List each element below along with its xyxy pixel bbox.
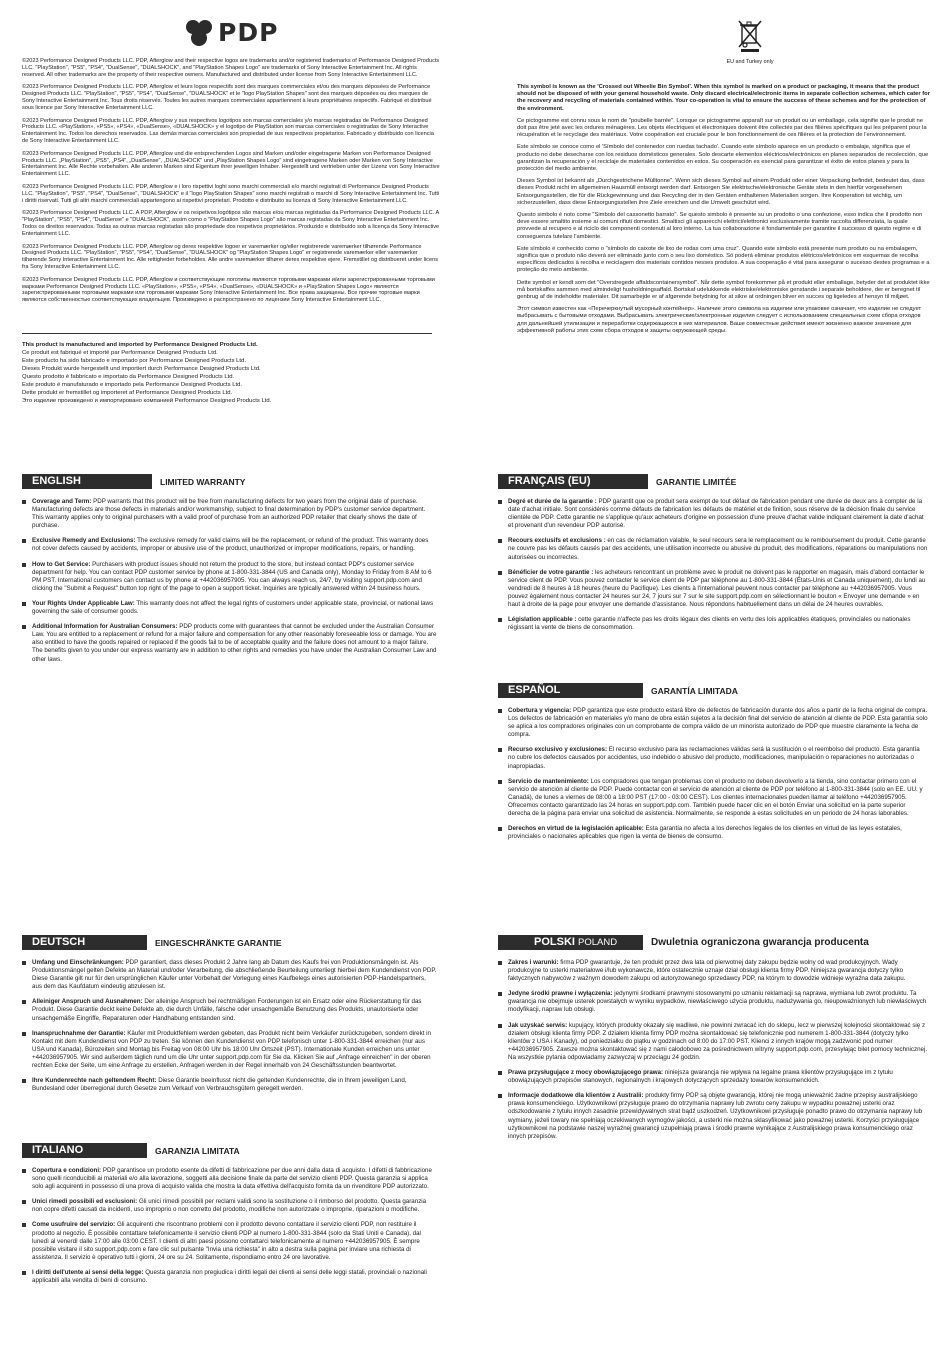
bullet-icon — [498, 1024, 502, 1028]
mfg-it: Questo prodotto è fabbricato e importato da Performance Designed Products Ltd. — [22, 374, 235, 380]
bullet-icon — [498, 618, 502, 622]
section-header — [22, 935, 437, 950]
warranty-items — [498, 498, 928, 632]
warranty-item: Prawa przysługujące z mocy obowiązującego prawa: niniejsza gwarancja nie wpływa na legalne prawa klientów przysługujące im z tytułu obowiązujących przepisów stanowych, regionalnych i krajowych dotyczących sprzedaży towarów konsumenckich. — [498, 1069, 928, 1085]
bullet-icon — [22, 961, 26, 965]
warranty-item: Inanspruchnahme der Garantie: Käufer mit Produktfehlern werden gebeten, das Produkt nicht beim Verkäufer zurückzugeben, sondern direkt in Kontakt mit dem Kundendienst von PDP zu treten. Sie können den Kundendienst von PDP telefonisch unter 1-800-331-3844 erreichen (nur aus USA und Kanada), Bürozeiten sind Montag bis Freitag von 08:00 Uhr bis 18:00 Uhr Ortszeit (PST). Internationale Kunden erreichen uns unter +442036957905. Wir sind außerdem täglich rund um die Uhr unter support.pdp.com für Sie da. Klicken Sie auf „Anfrage einreichen" in der oberen rechten Ecke der Seite, um eine Anfrage zu erstellen. Anfragen werden in der Regel innerhalb von 24 Geschäftsstunden beantwortet. — [22, 1030, 437, 1070]
bullet-icon — [498, 571, 502, 575]
section-header — [498, 683, 928, 698]
language-name: POLSKI — [534, 936, 575, 948]
warranty-item: Umfang und Einschränkungen: PDP garantiert, dass dieses Produkt 2 Jahre lang ab Datum des Kaufs frei von Produktionsmängeln ist. Als Produktionsmängel gelten Defekte an Material und/oder Verarbeitung, die abschließende Beurteilung unterliegt hierbei dem Kundendienst von PDP. Diese Garantie gilt nur für den ursprünglichen Käufer unter Vorbehalt der Vorlegung eines Kaufbelegs eines autorisierten PDP-Handelspartners, aus dem das Kaufdatum eindeutig abzulesen ist. — [22, 959, 437, 991]
weee-da: Dette symbol er kendt som det "Overstregede affaldscontainersymbol". Når dette symbol forekommer på et produkt eller emballage, betyder det at produktet ikke må bortskaffes sammen med almindeligt husholdningsaffald. Bortskaf udelukkende elektriske/elektroniske genstande i separate beholdere, der er beregnet til genbrug af de indeholdte materialer. Dit samarbejde er af afgørende betydning for at sikre at ordningen bliver en succes og ligeledes af hensyn til miljøet. — [517, 279, 930, 301]
copyright-de: ©2023 Performance Designed Products LLC. PDP, Afterglow und die entsprechenden Logos sind Marken und/oder eingetragene Marken von Performance Designed Products LLC. „PlayStation", „PS5", „PS4", „DualSense", „DUALSHOCK" und „PlayStation Shapes Logo" sind eingetragene Marken oder Marken von Sony Interactive Entertainment Inc. Alle Rechte vorbehalten. Alle anderen Marken sind Eigentum ihrer jeweiligen Inhaber. Hergestellt und vertrieben unter der Lizenz von Sony Interactive Entertainment LLC. — [22, 150, 440, 178]
manufacturer-statement — [22, 341, 440, 405]
warranty-items — [498, 707, 928, 841]
warranty-items — [22, 959, 437, 1093]
section-header — [22, 474, 437, 489]
country-name: POLAND — [578, 937, 618, 948]
copyright-es: ©2023 Performance Designed Products LLC. PDP, Afterglow y sus respectivos logotipos son marcas comerciales y/o marcas registradas de Performance Designed Products LLC. «PlayStation», «PS5», «PS4», «DualSense», «DUALSHOCK» y el logotipo de PlayStation son marcas comerciales o registradas de Sony Interactive Entertainment Inc. Todos los derechos reservados. Las demás marcas comerciales son propiedad de sus respectivos propietarios. Fabricado y distribuido con licencia de Sony Interactive Entertainment LLC. — [22, 117, 434, 144]
warranty-item: How to Get Service: Purchasers with product issues should not return the product to the store, but instead contact PDP's customer service department for help. You can contact PDP customer service by phone at 1-800-331-3844 (US and Canada only), Monday to Friday from 8 AM to 6 PM PST. International customers can contact us by phone at +442036957905. You can always reach us, 24/7, by visiting support.pdp.com and clicking the "Submit a Request" button top right of the page to open a support ticket. Inquiries are typically answered within 24 business hours. — [22, 561, 437, 593]
language-label: ENGLISH — [22, 474, 152, 489]
crossed-out-wheelie-bin-icon — [737, 18, 763, 52]
bullet-icon — [22, 1000, 26, 1004]
bullet-icon — [22, 602, 26, 606]
weee-caption: EU and Turkey only — [726, 59, 774, 65]
section-header — [498, 474, 928, 489]
warranty-item: Cobertura y vigencia: PDP garantiza que este producto estará libre de defectos de fabricación durante dos años a partir de la fecha original de compra. Los defectos de fabricación en materiales y/o mano de obra están sujetos a la decisión final del servicio de atención al cliente de PDP. Esta garantía solo se aplica a los compradores originales con un comprobante de compra válido de un minorista autorizado de PDP que muestre claramente la fecha de compra. — [498, 707, 928, 739]
bullet-icon — [498, 961, 502, 965]
language-label: DEUTSCH — [22, 935, 147, 950]
bullet-icon — [498, 500, 502, 504]
weee-symbol — [700, 18, 800, 65]
pdp-logo — [186, 18, 278, 47]
copyright-it: ©2023 Performance Designed Products LLC. PDP, Afterglow e i loro rispettivi loghi sono marchi commerciali e/o marchi registrati di Performance Designed Products LLC. "PlayStation", "PS5", "PS4", "DualSense", "DUALSHOCK" e il "logo PlayStation Shapes" sono marchi registrati o marchi di Sony Interactive Entertainment Inc. Tutti i diritti riservati. Tutti gli altri marchi commerciali appartengono ai rispettivi proprietari. Prodotto e distribuito su licenza di Sony Interactive Entertainment LLC. — [22, 183, 440, 204]
weee-pt: Este símbolo é conhecido como o "símbolo do caixote de lixo de rodas com uma cruz". Quando este símbolo está presente num produto ou na embalagem, significa que o produto não deverá ser eliminado junto com o seu lixo doméstico. Só poderá eliminar produtos elétricos/eletrónicos em esquemas de recolha específicos dedicados à recolha e reciclagem dos materiais contidos nesses produtos. A sua cooperação é vital para assegurar o sucesso destes programas e a proteção do meio ambiente. — [517, 245, 930, 274]
bullet-icon — [22, 1200, 26, 1204]
section-header — [22, 1143, 437, 1158]
copyright-notices — [22, 58, 440, 310]
pdp-logo-mark-icon — [186, 20, 212, 46]
warranty-items — [498, 959, 928, 1141]
copyright-fr: ©2023 Performance Designed Products LLC. PDP, Afterglow et leurs logos respectifs sont des marques commerciales et/ou des marques déposées de Performance Designed Products LLC. "PlayStation", "PS5", "PS4", "DualSense", "DUALSHOCK" et le "logo PlayStation Shapes" sont des marques déposées ou des marques de Sony Interactive Entertainment Inc. Tous droits réservés. Toutes les autres marques commerciales appartiennent à leurs propriétaires respectifs. Fabriqué et distribué sous licence par Sony Interactive Entertainment LLC. — [22, 84, 432, 111]
weee-fr: Ce pictogramme est connu sous le nom de "poubelle barrée". Lorsque ce pictogramme apparaît sur un produit ou un emballage, cela signifie que le produit ne doit pas être jeté avec les ordures ménagères. Les objets électriques et électroniques doivent être collectés par des filières spécifiques qui les préparent pour la récupération et le recyclage des matériaux. Votre coopération est cruciale pour le bon fonctionnement de ces filières et la protection de l'environnement. — [517, 117, 927, 139]
mfg-ru: Это изделие произведено и импортировано компанией Performance Designed Products Ltd. — [22, 398, 272, 404]
warranty-item: Degré et durée de la garantie : PDP garantit que ce produit sera exempt de tout défaut de fabrication pendant une durée de deux ans à compter de la date d'achat initiale. Sont considérés comme défauts de fabrication les défauts de matériel et de finition, sous réserve de la décision finale du service clientèle de PDP. Cette garantie ne s'applique qu'aux acheteurs d'origine en possession d'une preuve d'achat valide indiquant clairement la date d'achat et provenant d'un revendeur PDP autorisé. — [498, 498, 928, 530]
warranty-title: GARANTÍA LIMITADA — [651, 685, 738, 696]
copyright-ru: ©2023 Performance Designed Products LLC. PDP, Afterglow и соответствующие логотипы являются торговыми марками и/или зарегистрированными торговыми марками Performance Designed Products LLC. «PlayStation», «PS5», «PS4», «DualSense», «DUALSHOCK» и «PlayStation Shapes Logo» являются зарегистрированными торговыми марками или торговыми марками Sony Interactive Entertainment Inc. Все права защищены. Все прочие торговые марки являются собственностью соответствующих владельцев. Произведено и распространено по лицензии Sony Interactive Entertainment LLC. — [22, 276, 435, 304]
bullet-icon — [22, 625, 26, 629]
warranty-item: Additional Information for Australian Consumers: PDP products come with guarantees that cannot be excluded under the Australian Consumer Law. You are entitled to a replacement or refund for a major failure and compensation for any other reasonably foreseeable loss or damage. You are also entitled to have the goods repaired or replaced if the goods fail to be of acceptable quality and the failure does not amount to a major failure. The benefits given to you under our express warranty are in addition to other rights and remedies you have under the Australian Consumer Law and other laws. — [22, 623, 437, 663]
weee-it: Questo simbolo è noto come "Simbolo del cassonetto barrato". Se questo simbolo è presente su un prodotto o una confezione, esso indica che il prodotto non deve essere smaltito insieme ai comuni rifiuti domestici. Smaltisci gli apparecchi elettrici/elettronici esclusivamente tramite raccolta differenziata, la quale provvede al recupero e al riciclo dei componenti contenuti al loro interno. La tua collaborazione è fondamentale per garantire il successo di questo regime e di conseguenza tutelare l'ambiente. — [517, 212, 923, 240]
copyright-pt: ©2023 Performance Designed Products LLC. A PDP, Afterglow e os respetivos logótipos são marcas e/ou marcas registadas da Performance Designed Products LLC. A "PlayStation", "PS5", "PS4", "DualSense" e "DUALSHOCK", assim como o "PlayStation Shapes Logo" são marcas registadas da Sony Interactive Entertainment Inc. Todos os direitos reservados. Todas as outras marcas registadas são propriedade dos respetivos proprietários. Produzido e distribuído sob a licença da Sony Interactive Entertainment LLC. — [22, 210, 440, 237]
warranty-item: Derechos en virtud de la legislación aplicable: Esta garantía no afecta a los derechos legales de los clientes en virtud de las leyes estatales, provinciales o nacionales aplicables que rigen la venta de bienes de consumo. — [498, 825, 928, 841]
pdp-logo-text: PDP — [218, 18, 279, 47]
section-polski — [498, 935, 928, 1148]
language-label: ITALIANO — [22, 1143, 147, 1158]
bullet-icon — [498, 748, 502, 752]
warranty-item: Your Rights Under Applicable Law: This warranty does not affect the legal rights of customers under applicable state, provincial, or national laws governing the sale of consumer goods. — [22, 600, 437, 616]
warranty-item: Exclusive Remedy and Exclusions: The exclusive remedy for valid claims will be the replacement, or refund of the product. This warranty does not cover defects caused by accidents, improper or abusive use of the product, unauthorized or improper modifications, repairs, or handling. — [22, 537, 437, 553]
warranty-item: Législation applicable : cette garantie n'affecte pas les droits légaux des clients en vertu des lois applicables étatiques, provinciales ou nationales régissant la vente de biens de consommation. — [498, 616, 928, 632]
language-label: ESPAÑOL — [498, 683, 643, 698]
bullet-icon — [498, 992, 502, 996]
bullet-icon — [22, 1271, 26, 1275]
warranty-item: Bénéficier de votre garantie : les acheteurs rencontrant un problème avec le produit ne doivent pas le rapporter en magasin, mais d'abord contacter le service client de PDP. Vous pouvez contacter le service client de PDP par téléphone au 1-800-331-3844 (États-Unis et Canada uniquement), du lundi au vendredi de 8 heures à 18 heures (heure du Pacifique). Les clients à l'international peuvent nous contacter par téléphone au +442036957905. Vous pouvez également nous contacter 24 heures sur 24, 7 jours sur 7 sur le site support.pdp.com en sélectionnant le bouton « Envoyer une demande » en haut à droite de la page pour envoyer une demande d'assistance. Nous répondons habituellement dans un délai de 24 heures ouvrables. — [498, 569, 928, 609]
warranty-item: Coverage and Term: PDP warrants that this product will be free from manufacturing defects for two years from the original date of purchase. Manufacturing defects are those defects in materials and/or workmanship, subject to final determination by PDP's customer service department. This warranty applies only to original purchasers with a valid proof of purchase from an authorized PDP retailer that clearly shows the date of purchase. — [22, 498, 437, 530]
divider — [22, 333, 432, 334]
bullet-icon — [498, 780, 502, 784]
section-francais — [498, 474, 928, 639]
warranty-title: GARANTIE LIMITÉE — [656, 476, 737, 487]
bullet-icon — [22, 1079, 26, 1083]
weee-en: This symbol is known as the 'Crossed out Wheelie Bin Symbol'. When this symbol is marked on a product or packaging, it means that the product should not be disposed of with your general household waste. Only discard electrical/electronic items in separate collection schemes, which cater for the recovery and recycling of materials contained within. Your co-operation is vital to ensure the success of these schemes and for the protection of the environment. — [517, 84, 930, 112]
mfg-de: Dieses Produkt wurde hergestellt und importiert durch Performance Designed Products Ltd. — [22, 366, 261, 372]
warranty-item: Unici rimedi possibili ed esclusioni: Gli unici rimedi possibili per reclami validi sono la sostituzione o il rimborso del prodotto. Questa garanzia non copre difetti causati da incidenti, uso improprio o non corretto del prodotto, modifiche non autorizzate o improprie, riparazioni o modifiche. — [22, 1198, 437, 1214]
mfg-en: This product is manufactured and imported by Performance Designed Products Ltd. — [22, 342, 258, 348]
language-label — [498, 935, 643, 950]
bullet-icon — [22, 1169, 26, 1173]
warranty-item: Servicio de mantenimiento: Los compradores que tengan problemas con el producto no deben devolverlo a la tienda, sino contactar primero con el servicio de atención al cliente de PDP. Puede contactar con el servicio de atención al cliente de PDP por teléfono al 1-800-331-3844 (solo en EE. UU. y Canadá), de lunes a viernes de 08:00 a 18:00 PST (17:00 - 03:00 CEST). Los clientes internacionales pueden llamar al teléfono +442036957905. Ofrecemos contacto garantizado las 24 horas en support.pdp.com. También puede hacer clic en el botón Enviar una solicitud en la parte superior derecha de la página para enviar una solicitud de asistencia. Normalmente, se responde a estas solicitudes en un periodo de 24 horas laborables. — [498, 778, 928, 818]
section-espanol — [498, 683, 928, 848]
warranty-item: Ihre Kundenrechte nach geltendem Recht: Diese Garantie beeinflusst nicht die geltenden Kundenrechte, die in Ihrem jeweiligen Land, Bundesland oder überregional durch Gesetze zum Verkauf von Verbrauchsgütern geregelt werden. — [22, 1077, 437, 1093]
warranty-title: GARANZIA LIMITATA — [155, 1145, 240, 1156]
warranty-item: Recours exclusifs et exclusions : en cas de réclamation valable, le seul recours sera le remplacement ou le remboursement du produit. Cette garantie ne couvre pas les défauts causés par des accidents, une utilisation incorrecte ou abusive du produit, des modifications, réparations ou manipulations non autorisées ou incorrectes. — [498, 537, 928, 561]
section-english — [22, 474, 437, 671]
mfg-es: Este producto ha sido fabricado e importado por Performance Designed Products Ltd. — [22, 358, 246, 364]
warranty-items — [22, 498, 437, 664]
warranty-item: Jedyne środki prawne i wyłączenia: jedynymi środkami prawnymi stosowanymi po uznaniu reklamacji są naprawa, wymiana lub zwrot produktu. Ta gwarancja nie obejmuje usterek powstałych w wyniku wypadków, niewłaściwego użycia produktu, nadużywania go, nieupoważnionych lub niewłaściwych modyfikacji, napraw lub obsługi. — [498, 990, 928, 1014]
weee-ru: Этот символ известен как «Перечеркнутый мусорный контейнер». Наличие этого символа на изделии или упаковке означает, что изделие не следует выбрасывать с бытовыми отходами. Выбрасывать электрические/электронные изделия следует с использованием специальных схем сбора отходов для дальнейшей утилизации и переработки содержащихся в них материалов. Ваше совместные действия имеют жизненно важное значение для эффективной работы этих схем сбора отходов и защиты окружающей среды. — [517, 306, 922, 334]
bullet-icon — [22, 1032, 26, 1036]
copyright-da: ©2023 Performance Designed Products LLC. PDP, Afterglow og deres respektive logoer er varemærker og/eller registrerede varemærker tilhørende Performance Designed Products LLC. "PlayStation", "PS5", "PS4", "DualSense", "DUALSHOCK" og "PlayStation Shapes Logo" er registrerede varemærker eller varemærker tilhørende Sony Interactive Entertainment Inc. Alle rettigheder forbeholdes. Alle andre varemærker tilhører deres respektive ejere. Fremstillet og distribueret under licens fra Sony Interactive Entertainment LLC. — [22, 243, 438, 270]
warranty-item: Copertura e condizioni: PDP garantisce un prodotto esente da difetti di fabbricazione per due anni dalla data di acquisto. I difetti di fabbricazione sono quelli riconducibili ai materiali e/o alla lavorazione, soggetti alla decisione finale da parte del servizio clienti PDP. Questa garanzia si applica solo agli acquirenti in possesso di una prova di acquisto valida che mostra la data effettiva dell'acquisto fornita da un rivenditore PDP autorizzato. — [22, 1167, 437, 1191]
warranty-item: Informacje dodatkowe dla klientów z Australii: produkty firmy PDP są objęte gwarancją, której nie mogą unieważnić żadne przepisy australijskiego prawa konsumenckiego. Użytkownikowi przysługuje prawo do otrzymania naprawy lub zwrotu ceny zakupu w wypadku poważnej usterki oraz odszkodowanie z tytułu innych zasadnie przewidywalnych strat bądź uszkodzeń. Użytkownikowi przysługuje ponadto prawo do otrzymania naprawy lub wymiany, jeżeli towary nie spełniają oczekiwanych wymogów jakości, a usterki nie można sklasyfikować jako poważnej usterki. Korzyści przysługujące użytkownikowi na podstawie naszej wyraźnej gwarancji uzupełniają prawa i środki prawne wynikające z Australijskiego prawa konsumenckiego oraz innych przepisów. — [498, 1092, 928, 1141]
section-deutsch — [22, 935, 437, 1100]
warranty-item: Jak uzyskać serwis: kupujący, których produkty okazały się wadliwe, nie powinni zwracać ich do sklepu, lecz w pierwszej kolejności skontaktować się z działem obsługi klienta firmy PDP. Z działem klienta firmy PDP można skontaktować się telefonicznie pod numerem 1-800-331-3844 (dotyczy tylko klientów z USA i Kanady), od poniedziałku do piątku w godzinach od 8:00 do 17:00 PST. Klienci z innych krajów mogą zadzwonić pod numer +442036957905. Zawsze można skontaktować się z nami całodobowo za pośrednictwem witryny support.pdp.com, przesyłając bilet pomocy technicznej. Na wszystkie pytania odpowiadamy zazwyczaj w przeciągu 24 godzin. — [498, 1022, 928, 1062]
warranty-item: Zakres i warunki: firma PDP gwarantuje, że ten produkt przez dwa lata od pierwotnej daty zakupu będzie wolny od wad produkcyjnych. Wady produkcyjne to usterki materiałowe i/lub wykonawcze, które ostatecznie uznaje dział obsługi klienta firmy PDP. Niniejsza gwarancja dotyczy tylko faktycznych nabywców z ważnym dowodem zakupu od autoryzowanego sprzedawcy PDP, na którym to dowodzie widnieje wyraźna data zakupu. — [498, 959, 928, 983]
mfg-da: Dette produkt er fremstillet og importeret af Performance Designed Products Ltd. — [22, 390, 233, 396]
language-label: FRANÇAIS (EU) — [498, 474, 648, 489]
bullet-icon — [498, 1071, 502, 1075]
bullet-icon — [498, 539, 502, 543]
bullet-icon — [22, 563, 26, 567]
warranty-item: Recurso exclusivo y exclusiones: El recurso exclusivo para las reclamaciones válidas será la sustitución o el reembolso del producto. Esta garantía no cubre los defectos causados por accidentes, uso indebido o abusivo del producto, modificaciones, manipulación o reparaciones no autorizadas o inapropiadas. — [498, 746, 928, 770]
warranty-title: Dwuletnia ograniczona gwarancja producenta — [651, 937, 869, 948]
warranty-items — [22, 1167, 437, 1285]
warranty-item: Come usufruire del servizio: Gli acquirenti che riscontrano problemi con il prodotto devono contattare il servizio clienti PDP, non restituire il prodotto al negozio. È possibile contattare telefonicamente il servizio clienti PDP al numero 1-800-331-3844 (solo da Stati Uniti e Canada), dal lunedì al venerdì dalle 17:00 alle 03:00 CEST. I clienti di altri paesi possono contattarci telefonicamente al numero +442036957905. È sempre possibile visitare il sito support.pdp.com e fare clic sul pulsante "Invia una richiesta" in alto a destra sulla pagina per inviare una richiesta di assistenza. Il servizio è operativo tutti i giorni, 24 ore su 24. Solitamente, rispondiamo entro 24 ore lavorative. — [22, 1221, 437, 1261]
section-header — [498, 935, 928, 950]
bullet-icon — [498, 709, 502, 713]
weee-notice — [517, 84, 931, 340]
bullet-icon — [22, 539, 26, 543]
weee-es: Este símbolo se conoce como el 'Símbolo del contenedor con ruedas tachado'. Cuando este símbolo aparece en un producto o embalaje, significa que el producto no debe desecharse con los residuos domésticos generales. Solo descarte elementos eléctricos/electrónicos en planes separados de recolección, que garantizan la recuperación y el reciclaje de materiales contenidos en estos. Su cooperación es esencial para garantizar el éxito de estos planes y para la protección del medio ambiente. — [517, 144, 929, 173]
bullet-icon — [22, 500, 26, 504]
weee-de: Dieses Symbol ist bekannt als „Durchgestrichene Mülltonne". Wenn sich dieses Symbol auf einem Produkt oder einer Verpackung befindet, bedeutet das, dass dieses Produkt nicht im allgemeinen Hausmüll entsorgt werden darf. Entsorgen Sie elektrische/elektronische Geräte stets in den hierfür vorgesehenen Entsorgungsstellen, die für die Rückgewinnung und das Recycling der in den Geräten enthaltenen Materialien sorgen. Ihre Kooperation ist wichtig, um sicherzustellen, dass diese Entsorgungsstellen ihre Ziele erreichen und die Umwelt geschützt wird. — [517, 178, 925, 206]
bullet-icon — [22, 1223, 26, 1227]
warranty-item: Alleiniger Anspruch und Ausnahmen: Der alleinige Anspruch bei rechtmäßigen Forderungen ist ein Ersatz oder eine Rückerstattung für das Produkt. Diese Garantie deckt keine Defekte ab, die durch Unfälle, falsche oder unsachgemäße Benutzung des Produkts, unautorisierte oder unsachgemäße Eingriffe, Reparaturen oder Handhabung entstanden sind. — [22, 998, 437, 1022]
bullet-icon — [498, 827, 502, 831]
mfg-fr: Ce produit est fabriqué et importé par Performance Designed Products Ltd. — [22, 350, 218, 356]
warranty-title: LIMITED WARRANTY — [160, 476, 246, 487]
warranty-title: EINGESCHRÄNKTE GARANTIE — [155, 937, 282, 948]
section-italiano — [22, 1143, 437, 1292]
mfg-pt: Este produto é manufaturado e importado pela Performance Designed Products Ltd. — [22, 382, 243, 388]
bullet-icon — [498, 1094, 502, 1098]
copyright-en: ©2023 Performance Designed Products LLC. PDP, Afterglow and their respective logos are trademarks and/or registered trademarks of Performance Designed Products LLC. "PlayStation", "PS5", "PS4", "DualSense", "DUALSHOCK", and "PlayStation Shapes Logo" are trademarks of Sony Interactive Entertainment Inc. All rights reserved. All other trademarks are the property of their respective owners. Manufactured and distributed under license from Sony Interactive Entertainment LLC. — [22, 58, 440, 78]
warranty-item: I diritti dell'utente ai sensi della legge: Questa garanzia non pregiudica i diritti legali dei clienti ai sensi delle leggi statali, provinciali o nazionali applicabili alla vendita di beni di consumo. — [22, 1269, 437, 1285]
